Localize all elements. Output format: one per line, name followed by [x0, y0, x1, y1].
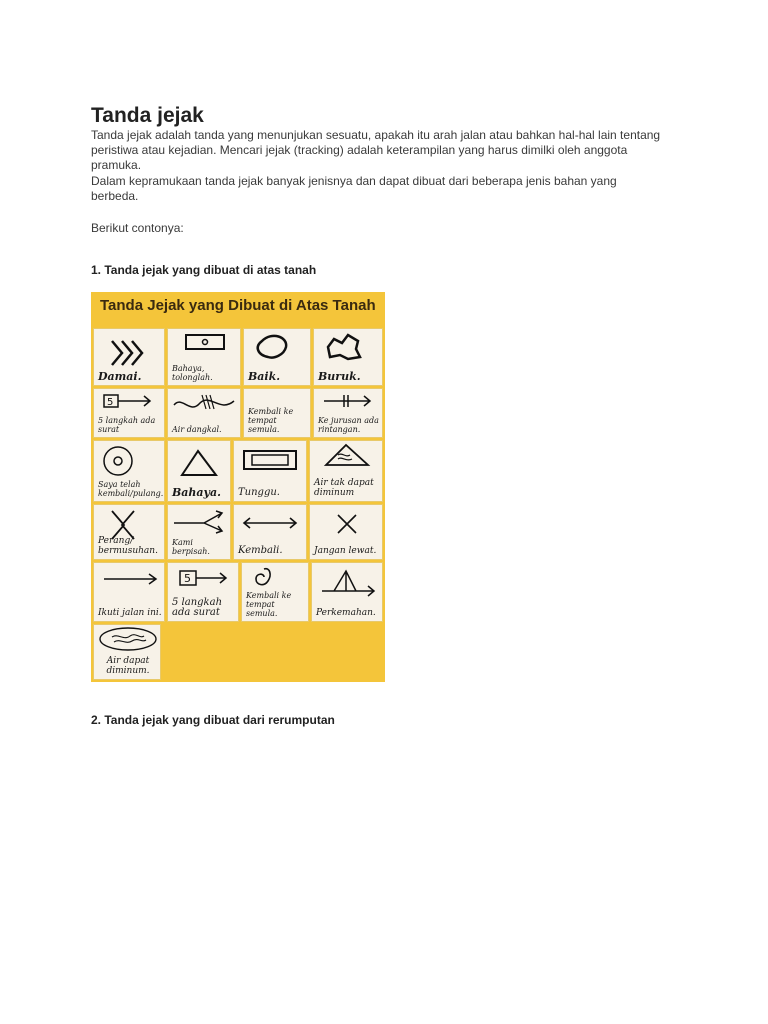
sign-label: Ikuti jalan ini.: [98, 608, 162, 618]
sign-cell: [93, 624, 161, 680]
sign-cell: [313, 388, 383, 438]
sign-cell: [167, 504, 231, 560]
sign-label: Tunggu.: [238, 487, 280, 498]
sign-cell: [167, 328, 241, 386]
section-heading-ground: 1. Tanda jejak yang dibuat di atas tanah: [91, 263, 317, 277]
section-heading-grass: 2. Tanda jejak yang dibuat dari rerumputan: [91, 713, 335, 727]
sign-cell: [167, 388, 241, 438]
sign-label: Air dangkal.: [172, 425, 222, 434]
sign-label: Kembali.: [238, 545, 283, 556]
scouting-paragraph: Dalam kepramukaan tanda jejak banyak jenisnya dan dapat dibuat dari beberapa jenis bahan yang berbeda.: [91, 174, 617, 203]
sign-cell: [243, 328, 311, 386]
sign-label: Air dapat diminum.: [106, 656, 150, 676]
sign-cell: [93, 388, 165, 438]
sign-cell: [309, 440, 383, 502]
sign-cell: [311, 562, 383, 622]
sign-cell: [93, 440, 165, 502]
sign-label: 5 langkah ada surat: [172, 597, 223, 618]
page-title: Tanda jejak: [91, 104, 204, 127]
sign-label: Damai.: [98, 370, 142, 383]
sign-label: Bahaya, tolonglah.: [172, 364, 213, 382]
five-glyph: 5: [107, 397, 114, 408]
sign-cell: [313, 328, 383, 386]
sign-label: Kembali ke tempat semula.: [246, 591, 292, 618]
sign-cell: [93, 328, 165, 386]
sign-cell: [309, 504, 383, 560]
sign-cell: [233, 504, 307, 560]
sign-cell: [167, 562, 239, 622]
figure-title: Tanda Jejak yang Dibuat di Atas Tanah: [100, 297, 376, 314]
sign-label: Ke jurusan ada rintangan.: [318, 416, 379, 434]
sign-label: Bahaya.: [172, 486, 221, 499]
empty-panel-fill: [163, 624, 385, 682]
sign-cell: [93, 504, 165, 560]
sign-label: Saya telah kembali/pulang.: [98, 480, 164, 498]
intro-paragraph: Tanda jejak adalah tanda yang menunjukan sesuatu, apakah itu arah jalan atau bahkan hal-hal lain tentang peristiwa atau kejadian. Mencari jejak (tracking) adalah keterampilan yang harus dimilki oleh anggota pramuka.: [91, 128, 661, 172]
sign-label: Jangan lewat.: [314, 546, 377, 556]
sign-label: Perkemahan.: [316, 608, 376, 618]
examples-intro: Berikut contonya:: [91, 221, 184, 235]
sign-label: Kami berpisah.: [172, 538, 210, 556]
sign-label: 5 langkah ada surat: [98, 416, 156, 434]
sign-cell: [241, 562, 309, 622]
five-glyph: 5: [184, 572, 191, 585]
sign-cell: [243, 388, 311, 438]
sign-label: Kembali ke tempat semula.: [248, 407, 294, 434]
sign-cell: [93, 562, 165, 622]
ground-signs-figure: [91, 292, 385, 682]
sign-cell: [233, 440, 307, 502]
sign-label: Baik.: [248, 370, 281, 383]
sign-label: Perang/ bermusuhan.: [98, 536, 158, 556]
sign-cell: [167, 440, 231, 502]
sign-label: Air tak dapat diminum: [314, 478, 374, 498]
sign-label: Buruk.: [318, 370, 361, 383]
